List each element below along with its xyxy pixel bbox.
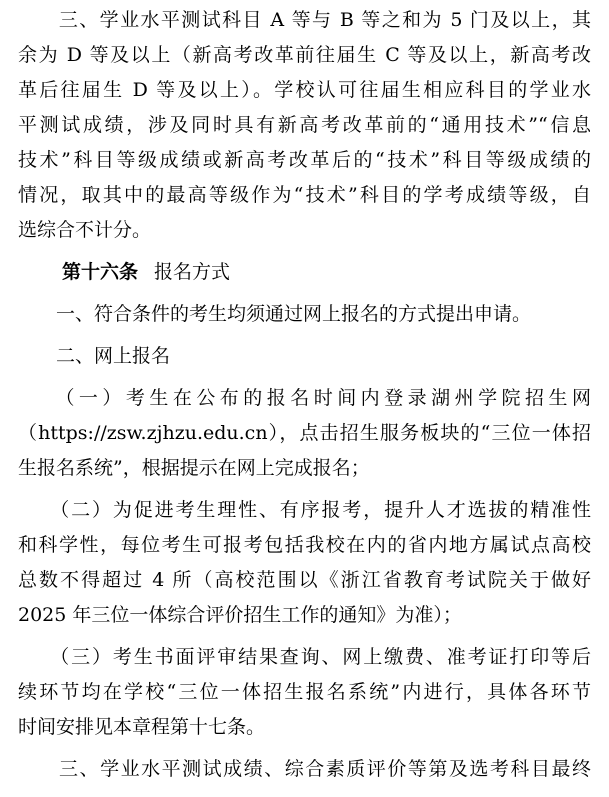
paragraph-line-3: 革后往届生 D 等及以上）。学校认可往届生相应科目的学业水 (18, 79, 591, 101)
paragraph-line-11: （一）考生在公布的报名时间内登录湖州学院招生网 (18, 387, 591, 409)
paragraph-line-7: 选综合不计分。 (18, 219, 152, 241)
paragraph-line-5: 技术”科目等级成绩或新高考改革后的“技术”科目等级成绩的 (18, 149, 591, 171)
paragraph-line-10: 二、网上报名 (18, 345, 171, 367)
paragraph-line-14: （二）为促进考生理性、有序报考，提升人才选拔的精准性 (18, 499, 591, 521)
paragraph-line-17: 2025 年三位一体综合评价招生工作的通知》为准）； (18, 604, 462, 626)
paragraph-line-21: 三、学业水平测试成绩、综合素质评价等第及选考科目最终 (18, 758, 591, 780)
paragraph-line-19: 续环节均在学校“三位一体招生报名系统”内进行，具体各环节 (18, 681, 591, 703)
paragraph-line-12: （https://zsw.zjhzu.edu.cn），点击招生服务板块的“三位一体招 (18, 422, 591, 444)
paragraph-line-2: 余为 D 等及以上（新高考改革前往届生 C 等及以上，新高考改 (18, 44, 591, 66)
paragraph-line-20: 时间安排见本章程第十七条。 (18, 716, 266, 738)
paragraph-line-16: 总数不得超过 4 所（高校范围以《浙江省教育考试院关于做好 (18, 569, 591, 591)
paragraph-line-18: （三）考生书面评审结果查询、网上缴费、准考证打印等后 (18, 646, 591, 668)
paragraph-line-1: 三、学业水平测试科目 A 等与 B 等之和为 5 门及以上，其 (18, 9, 591, 31)
paragraph-line-15: 和科学性，每位考生可报考包括我校在内的省内地方属试点高校 (18, 534, 591, 556)
paragraph-line-6: 情况，取其中的最高等级作为“技术”科目的学考成绩等级，自 (18, 184, 591, 206)
article-number: 第十六条 (62, 261, 139, 283)
article-heading (18, 257, 591, 287)
paragraph-line-9: 一、符合条件的考生均须通过网上报名的方式提出申请。 (18, 303, 532, 325)
article-title: 报名方式 (154, 261, 231, 283)
paragraph-line-4: 平测试成绩，涉及同时具有新高考改革前的“通用技术”“信息 (18, 114, 591, 136)
paragraph-line-13: 生报名系统”，根据提示在网上完成报名； (18, 457, 370, 479)
